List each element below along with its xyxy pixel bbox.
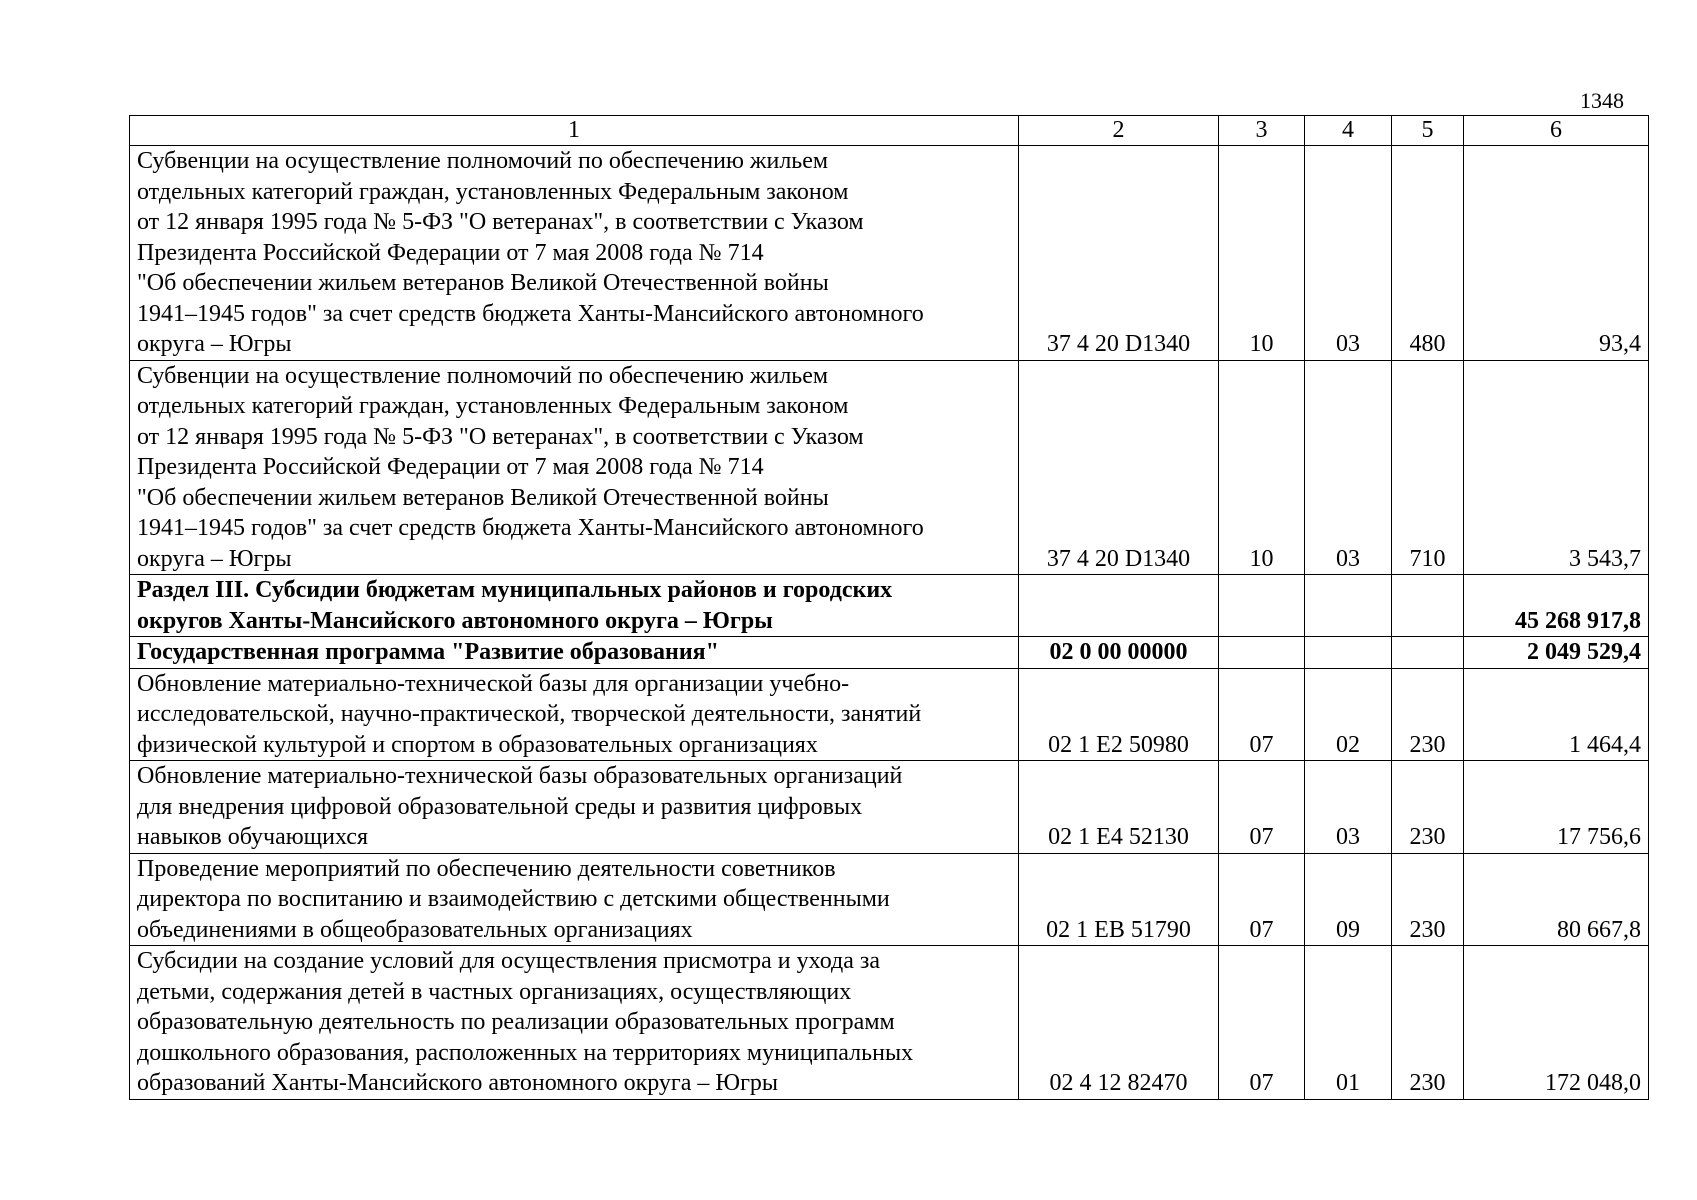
row-expense-type xyxy=(1392,637,1464,669)
row-amount: 80 667,8 xyxy=(1464,853,1649,946)
row-subsection: 01 xyxy=(1305,946,1392,1100)
row-section: 07 xyxy=(1219,946,1305,1100)
description-line: образовательную деятельность по реализации образовательных программ xyxy=(137,1009,895,1035)
description-line: округов Ханты-Мансийского автономного округа – Югры xyxy=(137,607,773,634)
row-target-code: 02 1 EB 51790 xyxy=(1019,853,1219,946)
description-line: Субвенции на осуществление полномочий по обеспечению жильем xyxy=(137,148,829,174)
description-line: 1941–1945 годов" за счет средств бюджета Ханты-Мансийского автономного xyxy=(137,515,924,541)
description-line: "Об обеспечении жильем ветеранов Великой Отечественной войны xyxy=(137,484,829,511)
row-description xyxy=(130,575,1019,637)
row-amount: 17 756,6 xyxy=(1464,761,1649,854)
description-line: округа – Югры xyxy=(137,331,292,357)
row-description xyxy=(130,761,1019,854)
row-amount: 93,4 xyxy=(1464,146,1649,361)
row-expense-type: 480 xyxy=(1392,146,1464,361)
description-line: 1941–1945 годов" за счет средств бюджета Ханты-Мансийского автономного xyxy=(137,300,924,327)
row-subsection: 02 xyxy=(1305,668,1392,761)
row-section: 07 xyxy=(1219,761,1305,854)
row-description xyxy=(130,853,1019,946)
table-row xyxy=(130,575,1649,637)
budget-table xyxy=(129,115,1649,1100)
column-header-1: 1 xyxy=(130,116,1019,146)
column-number-row xyxy=(130,116,1649,146)
table-row xyxy=(130,946,1649,1100)
description-line: отдельных категорий граждан, установленных Федеральным законом xyxy=(137,178,849,205)
row-expense-type: 230 xyxy=(1392,668,1464,761)
row-subsection xyxy=(1305,575,1392,637)
row-description xyxy=(130,668,1019,761)
table-row xyxy=(130,668,1649,761)
row-target-code: 02 1 E4 52130 xyxy=(1019,761,1219,854)
row-section xyxy=(1219,637,1305,669)
table-row xyxy=(130,146,1649,361)
row-expense-type xyxy=(1392,575,1464,637)
description-line: директора по воспитанию и взаимодействию с детскими общественными xyxy=(137,886,890,912)
row-amount: 172 048,0 xyxy=(1464,946,1649,1100)
row-subsection: 03 xyxy=(1305,360,1392,575)
table-row xyxy=(130,637,1649,669)
row-subsection: 09 xyxy=(1305,853,1392,946)
page-number: 1348 xyxy=(1580,88,1624,113)
description-line: от 12 января 1995 года № 5-ФЗ "О ветеранах", в соответствии с Указом xyxy=(137,423,864,450)
description-line: навыков обучающихся xyxy=(137,824,368,850)
row-subsection: 03 xyxy=(1305,761,1392,854)
row-subsection xyxy=(1305,637,1392,669)
row-target-code: 02 0 00 00000 xyxy=(1019,637,1219,669)
row-amount: 2 049 529,4 xyxy=(1464,637,1649,669)
description-line: образований Ханты-Мансийского автономного округа – Югры xyxy=(137,1070,779,1096)
row-section: 07 xyxy=(1219,668,1305,761)
row-target-code: 02 4 12 82470 xyxy=(1019,946,1219,1100)
row-target-code xyxy=(1019,575,1219,637)
row-amount: 3 543,7 xyxy=(1464,360,1649,575)
column-header-6: 6 xyxy=(1464,116,1649,146)
description-line: Обновление материально-технической базы образовательных организаций xyxy=(137,763,903,789)
row-section: 10 xyxy=(1219,146,1305,361)
budget-table-body xyxy=(130,116,1649,1100)
description-line: для внедрения цифровой образовательной среды и развития цифровых xyxy=(137,793,863,820)
description-line: исследовательской, научно-практической, творческой деятельности, занятий xyxy=(137,701,922,727)
row-amount: 1 464,4 xyxy=(1464,668,1649,761)
description-line: Субвенции на осуществление полномочий по обеспечению жильем xyxy=(137,362,829,389)
table-row xyxy=(130,853,1649,946)
row-amount: 45 268 917,8 xyxy=(1464,575,1649,637)
row-target-code: 37 4 20 D1340 xyxy=(1019,146,1219,361)
description-line: объединениями в общеобразовательных организациях xyxy=(137,916,693,943)
description-line: Проведение мероприятий по обеспечению деятельности советников xyxy=(137,855,836,882)
description-line: "Об обеспечении жильем ветеранов Великой Отечественной войны xyxy=(137,270,829,296)
column-header-3: 3 xyxy=(1219,116,1305,146)
description-line: Президента Российской Федерации от 7 мая 2008 года № 714 xyxy=(137,239,764,266)
description-line: Раздел III. Субсидии бюджетам муниципальных районов и городских xyxy=(137,577,893,603)
row-description xyxy=(130,360,1019,575)
description-line: физической культурой и спортом в образовательных организациях xyxy=(137,731,818,758)
description-line: отдельных категорий граждан, установленных Федеральным законом xyxy=(137,393,849,419)
description-line: дошкольного образования, расположенных на территориях муниципальных xyxy=(137,1039,914,1066)
column-header-4: 4 xyxy=(1305,116,1392,146)
row-expense-type: 230 xyxy=(1392,946,1464,1100)
table-row xyxy=(130,761,1649,854)
row-expense-type: 710 xyxy=(1392,360,1464,575)
row-description xyxy=(130,146,1019,361)
row-expense-type: 230 xyxy=(1392,853,1464,946)
description-line: от 12 января 1995 года № 5-ФЗ "О ветеранах", в соответствии с Указом xyxy=(137,209,864,235)
row-description xyxy=(130,637,1019,669)
row-description xyxy=(130,946,1019,1100)
row-section xyxy=(1219,575,1305,637)
description-line: Президента Российской Федерации от 7 мая 2008 года № 714 xyxy=(137,454,764,480)
table-row xyxy=(130,360,1649,575)
row-expense-type: 230 xyxy=(1392,761,1464,854)
row-target-code: 37 4 20 D1340 xyxy=(1019,360,1219,575)
row-target-code: 02 1 E2 50980 xyxy=(1019,668,1219,761)
description-line: Государственная программа "Развитие образования" xyxy=(137,639,719,665)
description-line: детьми, содержания детей в частных организациях, осуществляющих xyxy=(137,978,852,1005)
row-subsection: 03 xyxy=(1305,146,1392,361)
description-line: Субсидии на создание условий для осуществления присмотра и ухода за xyxy=(137,948,881,974)
row-section: 07 xyxy=(1219,853,1305,946)
column-header-5: 5 xyxy=(1392,116,1464,146)
column-header-2: 2 xyxy=(1019,116,1219,146)
description-line: округа – Югры xyxy=(137,545,292,572)
description-line: Обновление материально-технической базы для организации учебно- xyxy=(137,670,850,697)
row-section: 10 xyxy=(1219,360,1305,575)
